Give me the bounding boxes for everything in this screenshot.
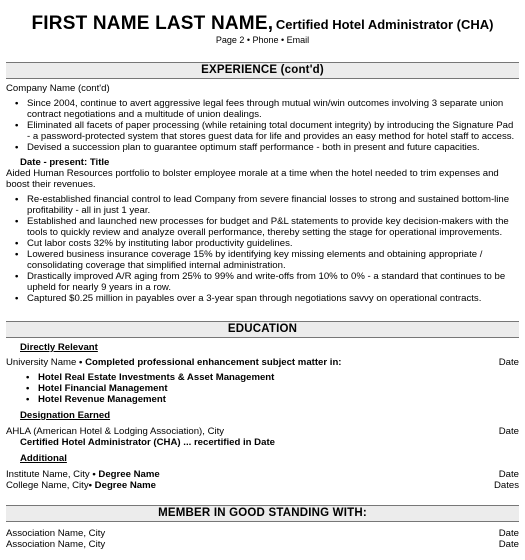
- resume-header: [6, 0, 519, 46]
- designation-row: [6, 426, 519, 437]
- program-description: Completed professional enhancement subject matter in:: [85, 357, 342, 368]
- association-date: Date: [498, 528, 519, 539]
- college-date: Dates: [493, 480, 519, 491]
- university-date: Date: [498, 357, 519, 368]
- list-item: • Established and launched new processes for budget and P&L statements to provide key decision-makers with the tools to quickly review and analyze overall performance, thereby setting the stage for operational improvements.: [15, 216, 519, 238]
- experience-heading: EXPERIENCE (cont'd): [6, 62, 519, 79]
- experience-role: Date - present: Title: [20, 157, 110, 168]
- experience-bullets-2: [15, 194, 519, 304]
- list-item: • Re-established financial control to lead Company from severe financial losses to strong and sustained bottom-line profitability - all in just 1 year.: [15, 194, 519, 216]
- name-line: [6, 14, 519, 34]
- experience-bullets-1: [15, 98, 519, 153]
- experience-summary: Aided Human Resources portfolio to bolster employee morale at a time when the hotel needed to trim expenses and boost their revenues.: [6, 168, 499, 190]
- bullet-separator: •: [76, 357, 86, 368]
- candidate-name: FIRST NAME LAST NAME,: [31, 13, 274, 34]
- list-item: • Drastically improved A/R aging from 25% to 99% and write-offs from 10% to 0% - a standard that continues to be upheld for nearly 9 years in a row.: [15, 271, 519, 293]
- list-item: • Devised a succession plan to guarantee optimum staff performance - both in present and future capacities.: [15, 142, 519, 153]
- designation-label: Designation Earned: [20, 410, 111, 421]
- additional-row: [6, 480, 519, 491]
- coursework-list: [26, 372, 519, 405]
- degree-name: Degree Name: [92, 480, 157, 491]
- directly-relevant-label: Directly Relevant: [20, 342, 98, 353]
- list-item: • Hotel Revenue Management: [26, 394, 519, 405]
- additional-label: Additional: [20, 453, 67, 464]
- additional-row: [6, 469, 519, 480]
- university-name: University Name: [6, 357, 77, 368]
- education-heading: EDUCATION: [6, 321, 519, 338]
- bullet-separator: •: [88, 480, 93, 491]
- list-item: • Cut labor costs 32% by instituting labor productivity guidelines.: [15, 238, 519, 249]
- designation-cert: Certified Hotel Administrator (CHA) ... recertified in Date: [20, 437, 275, 448]
- list-item: • Captured $0.25 million in payables over a 3-year span through negotiations savvy on operational contracts.: [15, 293, 519, 304]
- list-item: • Hotel Financial Management: [26, 383, 519, 394]
- university-row: [6, 357, 519, 368]
- membership-row: [6, 539, 519, 550]
- experience-company: Company Name (cont'd): [6, 83, 110, 94]
- list-item: • Hotel Real Estate Investments & Asset Management: [26, 372, 519, 383]
- institute-name: Institute Name, City: [6, 469, 93, 480]
- candidate-title: Certified Hotel Administrator (CHA): [275, 17, 494, 32]
- membership-row: [6, 528, 519, 539]
- degree-name: Degree Name: [95, 469, 160, 480]
- designation-date: Date: [498, 426, 519, 437]
- institute-date: Date: [498, 469, 519, 480]
- list-item: • Eliminated all facets of paper processing (while retaining total document integrity) by introducing the Signature Pad - a password-protected system that stores guest data for life and provides an easy method for hotel staff to access.: [15, 120, 519, 142]
- membership-heading: MEMBER IN GOOD STANDING WITH:: [6, 505, 519, 522]
- list-item: • Since 2004, continue to avert aggressive legal fees through mutual win/win outcomes involving 3 separate union contract negotiations and a multitude of union dealings.: [15, 98, 519, 120]
- association-name: Association Name, City: [6, 528, 106, 539]
- bullet-separator: •: [92, 469, 96, 480]
- college-name: College Name, City: [6, 480, 89, 491]
- association-date: Date: [498, 539, 519, 550]
- page-contact-line: Page 2 • Phone • Email: [215, 35, 310, 45]
- list-item: • Lowered business insurance coverage 15% by identifying key missing elements and obtaining appropriate / consolidating coverage that simplified internal administration.: [15, 249, 519, 271]
- association-name: Association Name, City: [6, 539, 106, 550]
- designation-org: AHLA (American Hotel & Lodging Association), City: [6, 426, 225, 437]
